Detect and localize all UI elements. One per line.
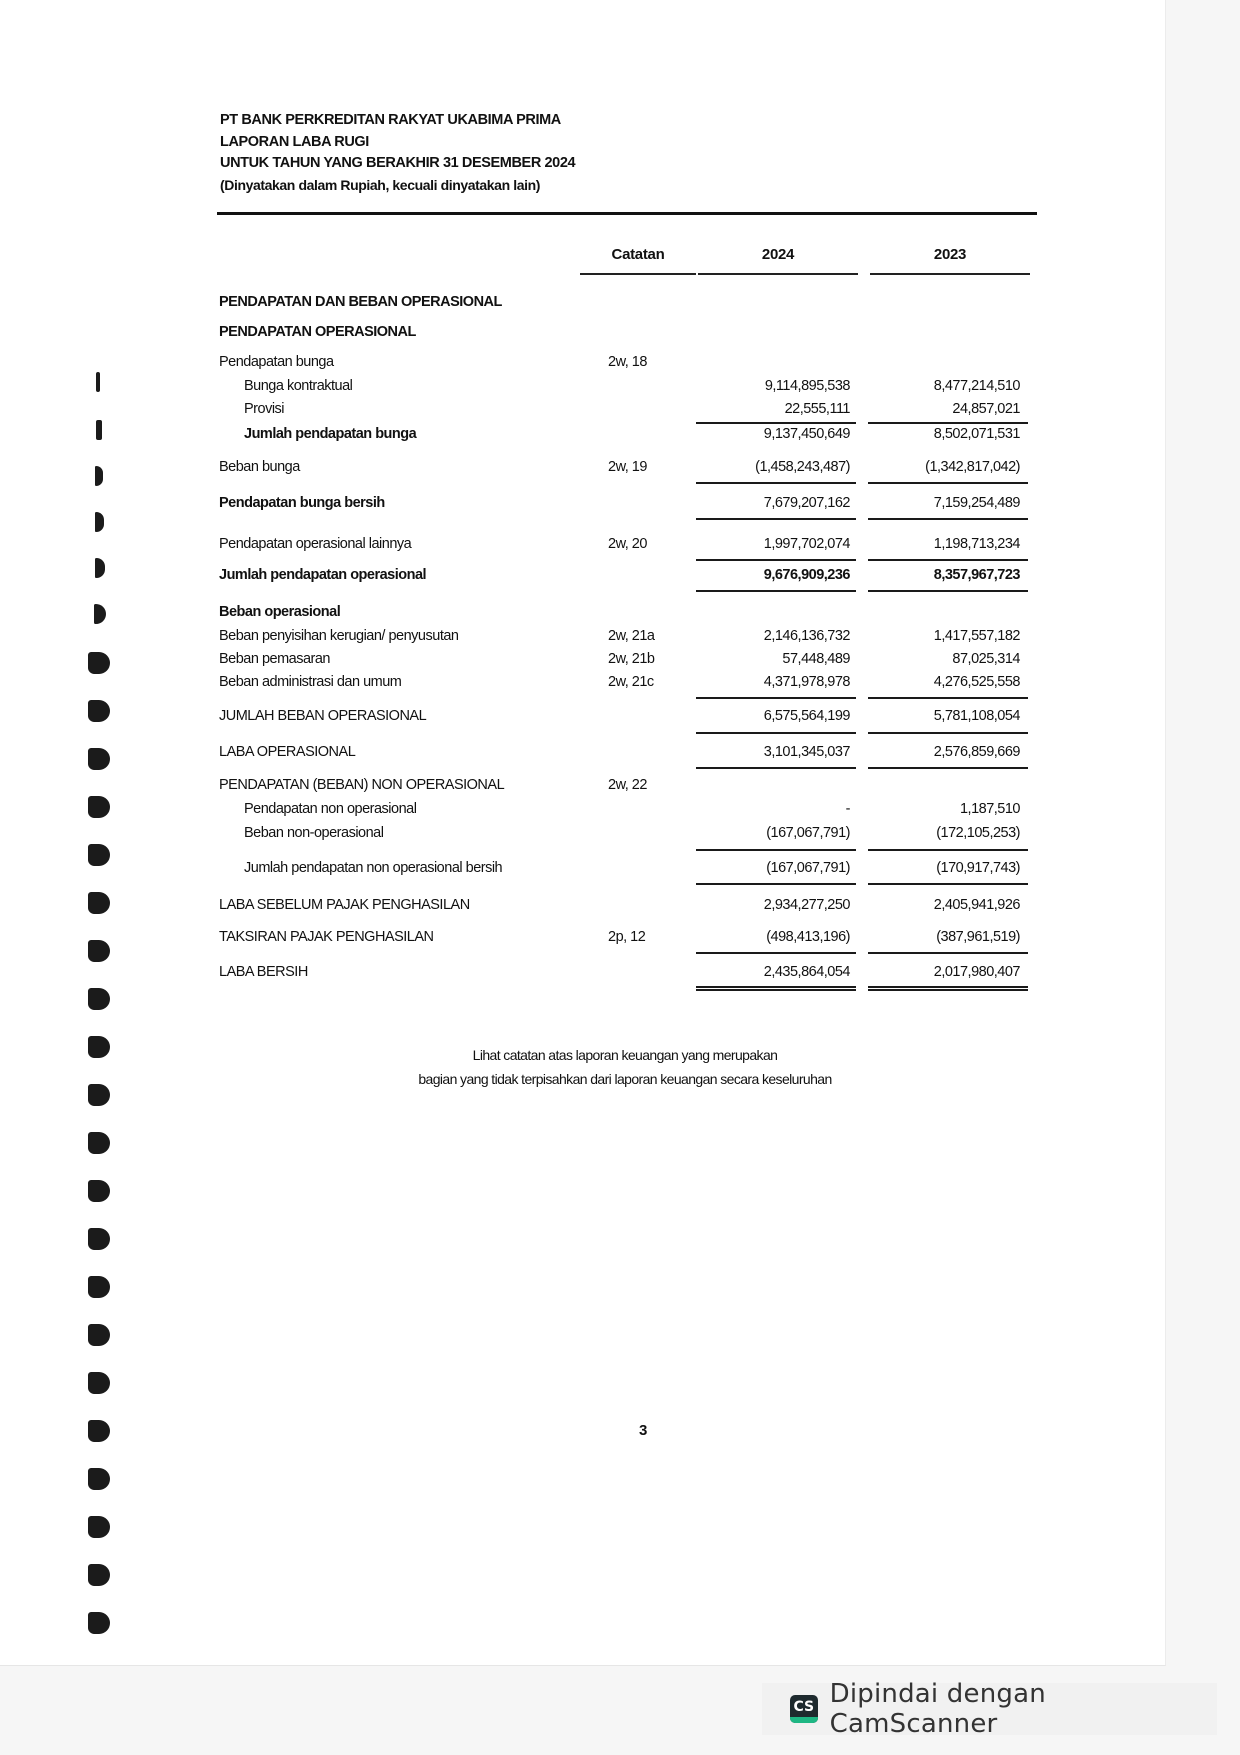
footnote-line: bagian yang tidak terpisahkan dari laporan keuangan secara keseluruhan [418,1071,832,1087]
row-note: 2w, 20 [608,536,647,552]
table-row [0,708,1165,730]
value-2023: 8,477,214,510 [933,378,1020,394]
footnote-line: Lihat catatan atas laporan keuangan yang merupakan [472,1047,778,1063]
table-row [0,604,1165,626]
header-divider [217,212,1037,215]
table-row [0,651,1165,673]
binding-ring [88,1612,110,1634]
row-label: Pendapatan operasional lainnya [219,536,412,552]
watermark-text: Dipindai dengan CamScanner [829,1679,1046,1739]
camscanner-watermark [762,1679,1217,1739]
table-row [0,929,1165,951]
table-row [0,628,1165,650]
value-2024: (167,067,791) [766,860,850,876]
value-2023: 24,857,021 [952,401,1020,417]
value-2023: 1,417,557,182 [933,628,1020,644]
table-row [0,674,1165,696]
value-2024: 2,934,277,250 [763,897,850,913]
value-2023: 2,576,859,669 [933,744,1020,760]
column-header-note: Catatan [580,246,696,263]
row-label: Bunga kontraktual [244,378,353,394]
table-row [0,401,1165,423]
binding-ring [88,1420,110,1442]
table-row [0,378,1165,400]
row-note: 2w, 22 [608,777,647,793]
value-2023: 5,781,108,054 [933,708,1020,724]
value-2023: 4,276,525,558 [933,674,1020,690]
page-number: 3 [639,1422,648,1439]
row-label: Beban bunga [219,459,300,475]
subtotal-line [868,849,1028,851]
subtotal-line [696,422,856,424]
subtotal-line [868,697,1028,699]
subtotal-line [696,697,856,699]
row-label: Jumlah pendapatan bunga [244,426,417,442]
row-note: 2p, 12 [608,929,646,945]
table-row [0,801,1165,823]
table-row [0,897,1165,919]
subtotal-line [696,732,856,734]
table-row [0,744,1165,766]
binding-ring [88,1036,110,1058]
value-2024: (1,458,243,487) [755,459,850,475]
subtotal-line [868,422,1028,424]
row-label: Pendapatan bunga [219,354,334,370]
subtotal-line [696,883,856,885]
table-row [0,964,1165,986]
table-row [0,825,1165,847]
binding-ring [88,1180,110,1202]
column-header-2024: 2024 [698,246,858,263]
row-note: 2w, 18 [608,354,647,370]
subtotal-line [868,559,1028,561]
subtotal-line [868,590,1028,592]
binding-ring [88,988,110,1010]
table-row [0,459,1165,481]
row-label: LABA SEBELUM PAJAK PENGHASILAN [219,897,470,913]
subtotal-line [696,518,856,520]
row-note: 2w, 21b [608,651,655,667]
value-2023: (172,105,253) [936,825,1020,841]
value-2023: 8,502,071,531 [933,426,1020,442]
row-label: TAKSIRAN PAJAK PENGHASILAN [219,929,434,945]
value-2023: 87,025,314 [952,651,1020,667]
binding-ring [88,1228,110,1250]
subtotal-line [696,482,856,484]
binding-ring [88,1564,110,1586]
row-label: Provisi [244,401,285,417]
value-2024: (498,413,196) [766,929,850,945]
value-2024: 1,997,702,074 [763,536,850,552]
footnote [300,1043,950,1091]
row-note: 2w, 19 [608,459,647,475]
section-heading: PENDAPATAN (BEBAN) NON OPERASIONAL [219,777,505,793]
camscanner-logo-icon [790,1695,818,1723]
value-2024: 22,555,111 [784,401,850,417]
row-label: Beban penyisihan kerugian/ penyusutan [219,628,459,644]
report-period: UNTUK TAHUN YANG BERAKHIR 31 DESEMBER 2024 [220,155,576,171]
report-title: LAPORAN LABA RUGI [220,133,369,150]
value-2024: 4,371,978,978 [763,674,850,690]
report-header [220,110,575,196]
subtotal-line [868,883,1028,885]
currency-note: (Dinyatakan dalam Rupiah, kecuali dinyatakan lain) [220,176,540,193]
table-row [0,495,1165,517]
binding-ring [88,1324,110,1346]
value-2023: 1,198,713,234 [933,536,1020,552]
row-note: 2w, 21c [608,674,654,690]
camscanner-logo-text: CS [793,1699,815,1715]
subtotal-line [868,518,1028,520]
value-2024: 2,146,136,732 [763,628,850,644]
value-2023: (1,342,817,042) [925,459,1020,475]
subtotal-line [868,732,1028,734]
row-note: 2w, 21a [608,628,655,644]
value-2023: (387,961,519) [936,929,1020,945]
value-2024: (167,067,791) [766,825,850,841]
row-label: Jumlah pendapatan non operasional bersih [244,860,503,876]
value-2024: 9,676,909,236 [763,567,850,583]
value-2024: - [845,801,850,817]
binding-ring [88,1516,110,1538]
value-2023: 1,187,510 [959,801,1020,817]
row-label: LABA OPERASIONAL [219,744,356,760]
section-heading: Beban operasional [219,604,341,620]
total-double-line [696,986,856,991]
table-row [0,324,1165,346]
row-label: Beban pemasaran [219,651,330,667]
value-2024: 57,448,489 [782,651,850,667]
row-label: Pendapatan bunga bersih [219,495,385,511]
binding-ring [88,1276,110,1298]
subtotal-line [696,849,856,851]
value-2023: 2,405,941,926 [933,897,1020,913]
value-2023: 7,159,254,489 [933,495,1020,511]
subtotal-line [696,590,856,592]
table-row [0,860,1165,882]
table-row [0,294,1165,316]
value-2024: 7,679,207,162 [763,495,850,511]
company-name: PT BANK PERKREDITAN RAKYAT UKABIMA PRIMA [220,112,561,128]
binding-ring [88,1084,110,1106]
subtotal-line [696,767,856,769]
binding-ring [88,1372,110,1394]
section-heading: PENDAPATAN OPERASIONAL [219,324,416,340]
subtotal-line [696,952,856,954]
value-2023: (170,917,743) [936,860,1020,876]
value-2024: 6,575,564,199 [763,708,850,724]
table-row [0,354,1165,376]
row-label: Beban administrasi dan umum [219,674,402,690]
value-2024: 9,137,450,649 [763,426,850,442]
subtotal-line [868,952,1028,954]
table-row [0,536,1165,558]
binding-ring [88,1132,110,1154]
value-2024: 2,435,864,054 [763,964,850,980]
value-2024: 3,101,345,037 [763,744,850,760]
subtotal-line [868,767,1028,769]
binding-ring [88,1468,110,1490]
subtotal-line [868,482,1028,484]
value-2023: 2,017,980,407 [933,964,1020,980]
table-row [0,426,1165,448]
column-header-2023: 2023 [870,246,1030,263]
subtotal-line [696,559,856,561]
total-double-line [868,986,1028,991]
row-label: Jumlah pendapatan operasional [219,567,427,583]
row-label: Pendapatan non operasional [244,801,417,817]
table-row [0,567,1165,589]
table-row [0,777,1165,799]
value-2023: 8,357,967,723 [933,567,1020,583]
row-label: JUMLAH BEBAN OPERASIONAL [219,708,427,724]
section-heading: PENDAPATAN DAN BEBAN OPERASIONAL [219,294,502,310]
value-2024: 9,114,895,538 [764,378,850,394]
row-label: Beban non-operasional [244,825,384,841]
row-label: LABA BERSIH [219,964,308,980]
